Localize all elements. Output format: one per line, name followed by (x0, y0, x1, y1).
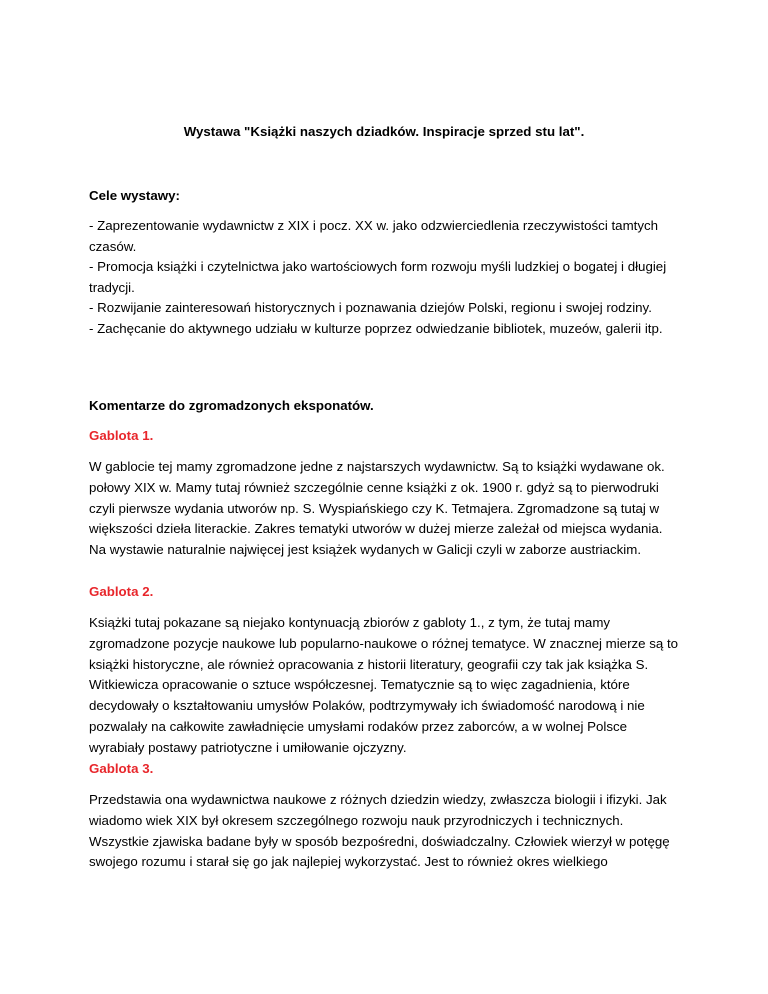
section-text: Książki tutaj pokazane są niejako kontynuacją zbiorów z gabloty 1., z tym, że tutaj mamy zgromadzone pozycje naukowe lub popularno-naukowe o różnej tematyce. W znacznej mierze są to książki historyczne, ale również opracowania z historii literatury, geografii czy tak jak książka S. Witkiewicza opracowanie o sztuce współczesnej. Tematycznie są to więc zagadnienia, które decydowały o kształtowaniu umysłów Polaków, podtrzymywały ich świadomość narodową i nie pozwalały na całkowite zawładnięcie umysłami rodaków przez zaborców, a w wolnej Polsce wyrabiały postawy patriotyczne i umiłowanie ojczyzny. (89, 615, 679, 755)
goals-list (89, 216, 681, 339)
section-text: W gablocie tej mamy zgromadzone jedne z najstarszych wydawnictw. Są to książki wydawane ok. połowy XIX w. Mamy tutaj również szczególnie cenne książki z ok. 1900 r. gdyż są to pierwodruki czyli pierwsze wydania utworów np. S. Wyspiańskiego czy K. Tetmajera. Zgromadzone są tutaj w większości dzieła literackie. Zakres tematyki utworów w dużej mierze zależał od miejsca wydania. Na wystawie naturalnie najwięcej jest książek wydanych w Galicji czyli w zaborze austriackim. (89, 459, 665, 558)
comments-heading: Komentarze do zgromadzonych eksponatów. (89, 398, 374, 413)
goal-item: - Zachęcanie do aktywnego udziału w kulturze poprzez odwiedzanie bibliotek, muzeów, galerii itp. (89, 320, 663, 336)
section-heading: Gablota 1. (89, 428, 154, 443)
goal-item: - Zaprezentowanie wydawnictw z XIX i pocz. XX w. jako odzwierciedlenia rzeczywistości tamtych czasów. (89, 218, 659, 254)
section-text: Przedstawia ona wydawnictwa naukowe z różnych dziedzin wiedzy, zwłaszcza biologii i ifizyki. Jak wiadomo wiek XIX był okresem szczególnego rozwoju nauk przyrodniczych i technicznych. Wszystkie zjawiska badane były w sposób bezpośredni, doświadczalny. Człowiek wierzył w potęgę swojego rozumu i starał się go jak najlepiej wykorzystać. Jest to również okres wielkiego (89, 792, 670, 870)
section-heading: Gablota 2. (89, 584, 154, 599)
document-title: Wystawa "Książki naszych dziadków. Inspiracje sprzed stu lat". (183, 124, 585, 139)
goals-heading: Cele wystawy: (89, 188, 180, 203)
section-heading: Gablota 3. (89, 761, 154, 776)
goal-item: - Promocja książki i czytelnictwa jako wartościowych form rozwoju myśli ludzkiej o bogatej i długiej tradycji. (89, 259, 667, 295)
goal-item: - Rozwijanie zainteresowań historycznych i poznawania dziejów Polski, regionu i swojej rodziny. (89, 300, 652, 315)
